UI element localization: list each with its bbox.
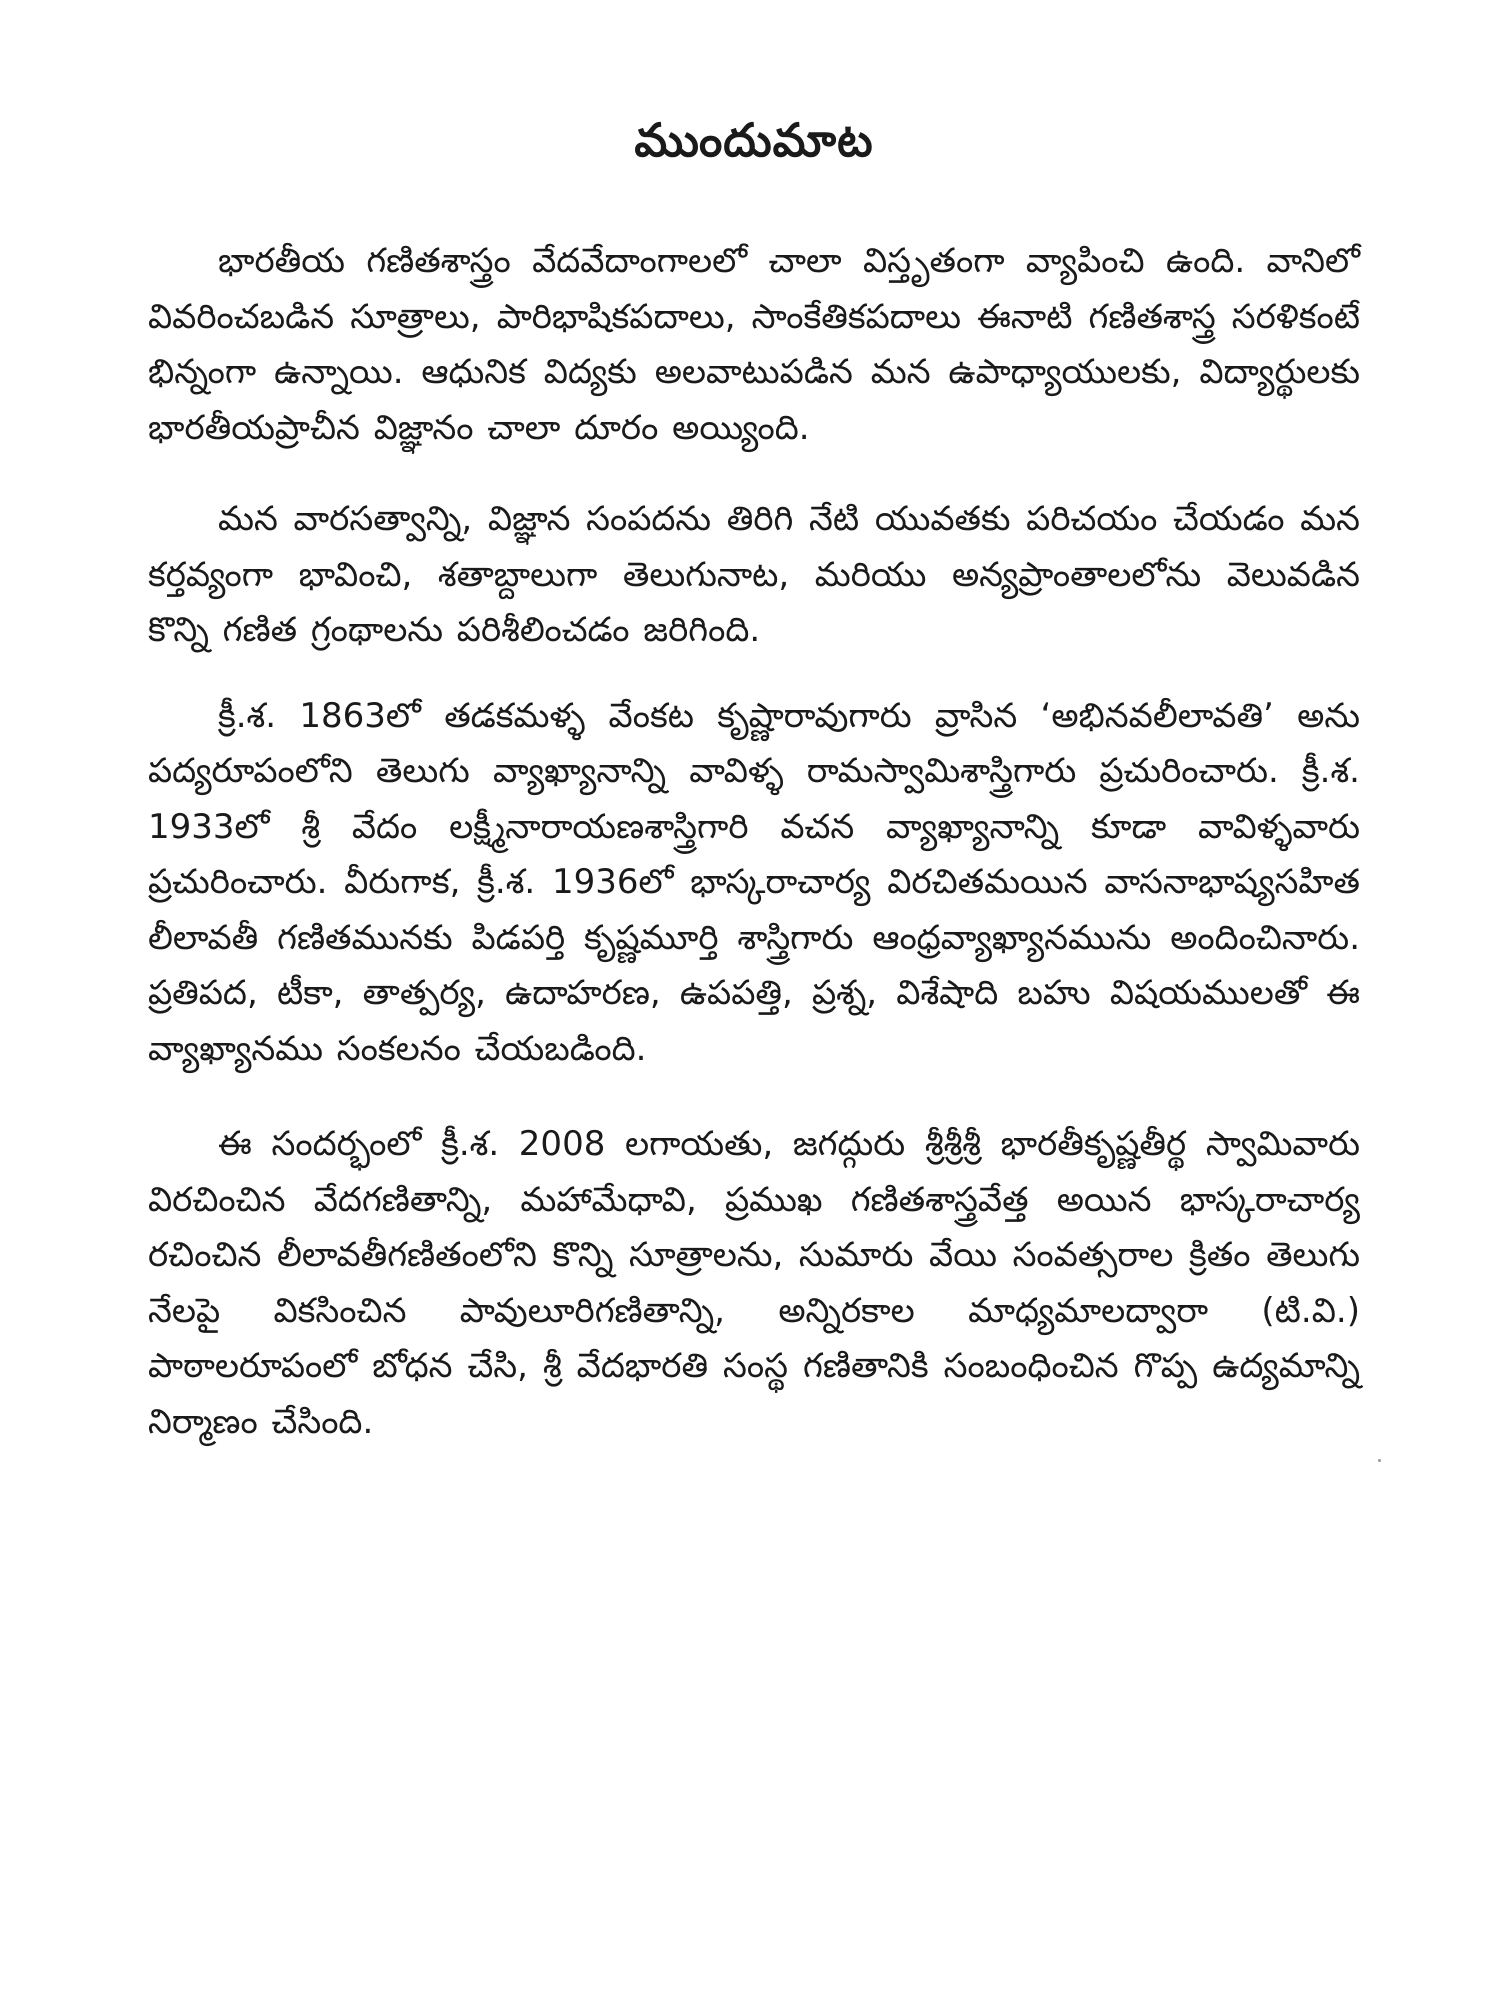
page-title: ముందుమాట <box>634 113 874 167</box>
paragraph-2: మన వారసత్వాన్ని, విజ్ఞాన సంపదను తిరిగి నేటి యువతకు పరిచయం చేయడం మన కర్తవ్యంగా భావించి, శతాబ్దాలుగా తెలుగునాట, మరియు అన్యప్రాంతాలలోను వెలువడిన కొన్ని గణిత గ్రంథాలను పరిశీలించడం జరిగింది. <box>148 499 1360 650</box>
paragraph-4: ఈ సందర్భంలో క్రీ.శ. 2008 లగాయతు, జగద్గురు శ్రీశ్రీశ్రీ భారతీకృష్ణతీర్థ స్వామివారు విరచించిన వేదగణితాన్ని, మహామేధావి, ప్రముఖ గణితశాస్త్రవేత్త అయిన భాస్కరాచార్య రచించిన లీలావతీగణితంలోని కొన్ని సూత్రాలను, సుమారు వేయి సంవత్సరాల క్రితం తెలుగు నేలపై వికసించిన పావులూరిగణితాన్ని, అన్నిరకాల మాధ్యమాలద్వారా (టి.వి.) పాఠాలరూపంలో బోధన చేసి, శ్రీ వేదభారతి సంస్థ గణితానికి సంబంధించిన గొప్ప ఉద్యమాన్ని నిర్మాణం చేసింది. <box>148 1124 1360 1442</box>
paragraph-3: క్రీ.శ. 1863లో తడకమళ్ళ వేంకట కృష్ణారావుగారు వ్రాసిన ‘అభినవలీలావతి’ అను పద్యరూపంలోని తెలుగు వ్యాఖ్యానాన్ని వావిళ్ళ రామస్వామిశాస్త్రిగారు ప్రచురించారు. క్రీ.శ. 1933లో శ్రీ వేదం లక్ష్మీనారాయణశాస్త్రిగారి వచన వ్యాఖ్యానాన్ని కూడా వావిళ్ళవారు ప్రచురించారు. వీరుగాక, క్రీ.శ. 1936లో భాస్కరాచార్య విరచితమయిన వాసనాభాష్యసహిత లీలావతీ గణితమునకు పిడపర్తి కృష్ణమూర్తి శాస్త్రిగారు ఆంధ్రవ్యాఖ్యానమును అందించినారు. ప్రతిపద, టీకా, తాత్పర్య, ఉదాహరణ, ఉపపత్తి, ప్రశ్న, విశేషాది బహు విషయములతో ఈ వ్యాఖ్యానము సంకలనం చేయబడింది. <box>148 695 1360 1069</box>
paragraph-1: భారతీయ గణితశాస్త్రం వేదవేదాంగాలలో చాలా విస్తృతంగా వ్యాపించి ఉంది. వానిలో వివరించబడిన సూత్రాలు, పారిభాషికపదాలు, సాంకేతికపదాలు ఈనాటి గణితశాస్త్ర సరళికంటే భిన్నంగా ఉన్నాయి. ఆధునిక విద్యకు అలవాటుపడిన మన ఉపాధ్యాయులకు, విద్యార్థులకు భారతీయప్రాచీన విజ్ఞానం చాలా దూరం అయ్యింది. <box>148 241 1360 448</box>
scan-speck <box>1378 1459 1381 1462</box>
